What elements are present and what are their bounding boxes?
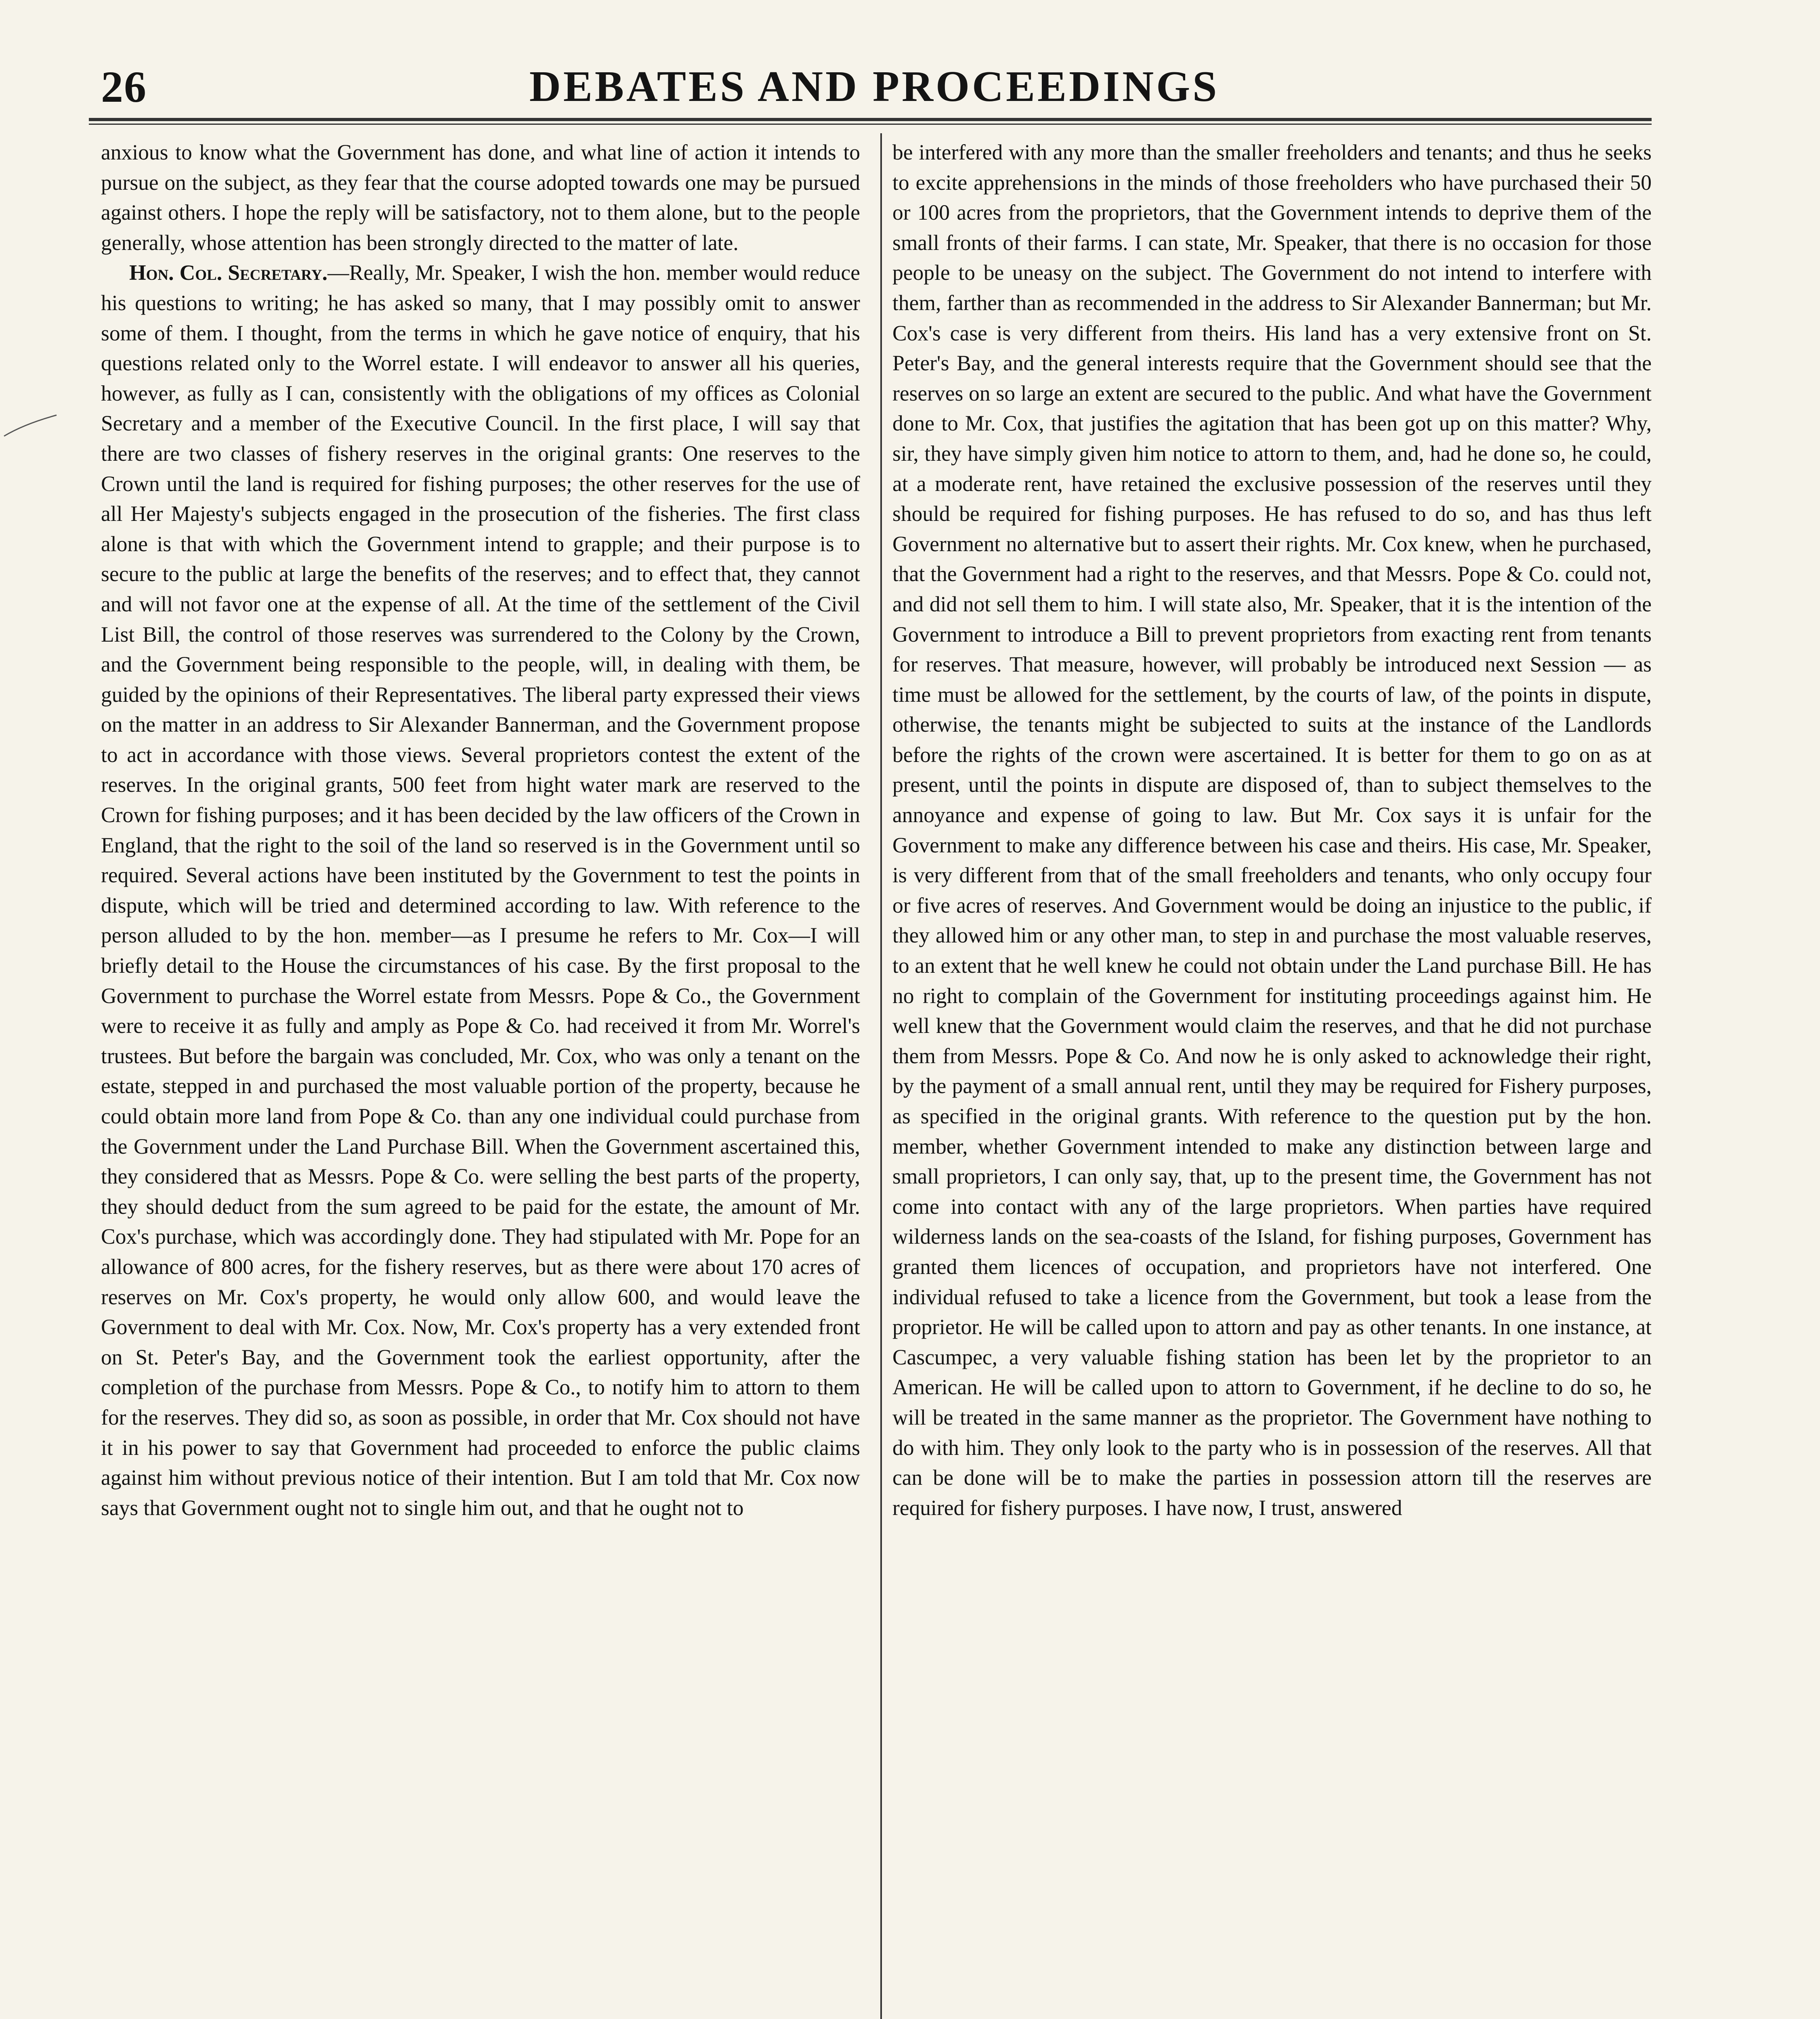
left-column <box>101 137 860 2019</box>
header-rule <box>89 118 1652 125</box>
paragraph-continued: anxious to know what the Government has done, and what line of action it intends to pursue on the subject, as they fear that the course adopted towards one may be pursued against others. I hope the reply will be satisfactory, not to them alone, but to the people generally, whose attention has been strongly directed to the matter of late. <box>101 140 860 255</box>
column-rule <box>880 133 882 2019</box>
speech-text: —Really, Mr. Speaker, I wish the hon. member would reduce his questions to writing; he has asked so many, that I may possibly omit to answer some of them. I thought, from the terms in which he gave notice of enquiry, that his questions related only to the Worrel estate. I will endeavor to answer all his queries, however, as fully as I can, consistently with the obligations of my offices as Colonial Secretary and a member of the Executive Council. In the first place, I will say that there are two classes of fishery reserves in the original grants: One reserves to the Crown until the land is required for fishing purposes; the other reserves for the use of all Her Majesty's subjects engaged in the prosecution of the fisheries. The first class alone is that with which the Government intend to grapple; and their purpose is to secure to the public at large the benefits of the reserves; and to effect that, they cannot and will not favor one at the expense of all. At the time of the settlement of the Civil List Bill, the control of those reserves was surrendered to the Colony by the Crown, and the Government being responsible to the people, will, in dealing with them, be guided by the opinions of their Representatives. The liberal party expressed their views on the matter in an address to Sir Alexander Bannerman, and the Government propose to act in accordance with those views. Several proprietors contest the extent of the reserves. In the original grants, 500 feet from hight water mark are reserved to the Crown for fishing purposes; and it has been decided by the law officers of the Crown in England, that the right to the soil of the land so reserved is in the Government until so required. Several actions have been instituted by the Government to test the points in dispute, which will be tried and determined according to law. With reference to the person alluded to by the hon. member—as I presume he refers to Mr. Cox—I will briefly detail to the House the circumstances of his case. By the first proposal to the Government to purchase the Worrel estate from Messrs. Pope & Co., the Government were to receive it as fully and amply as Pope & Co. had received it from Mr. Worrel's trustees. But before the bargain was concluded, Mr. Cox, who was only a tenant on the estate, stepped in and purchased the most valuable portion of the property, because he could obtain more land from Pope & Co. than any one individual could purchase from the Government under the Land Purchase Bill. When the Government ascertained this, they considered that as Messrs. Pope & Co. were selling the best parts of the property, they should deduct from the sum agreed to be paid for the estate, the amount of Mr. Cox's purchase, which was accordingly done. They had stipulated with Mr. Pope for an allowance of 800 acres, for the fishery reserves, but as there were about 170 acres of reserves on Mr. Cox's property, he would only allow 600, and would leave the Government to deal with Mr. Cox. Now, Mr. Cox's property has a very extended front on St. Peter's Bay, and the Government took the earliest opportunity, after the completion of the purchase from Messrs. Pope & Co., to notify him to attorn to them for the reserves. They did so, as soon as possible, in order that Mr. Cox should not have it in his power to say that Government had proceeded to enforce the public claims against him without previous notice of their intention. But I am told that Mr. Cox now says that Government ought not to single him out, and that he ought not to <box>101 260 860 1520</box>
paragraph-col-secretary <box>101 258 860 1523</box>
right-column <box>892 137 1652 2019</box>
page-number: 26 <box>101 62 147 111</box>
paragraph-continued-right: be interfered with any more than the smaller freeholders and tenants; and thus he seeks to excite apprehensions in the minds of those freeholders who have purchased their 50 or 100 acres from the proprietors, that the Government intends to deprive them of the small fronts of their farms. I can state, Mr. Speaker, that there is no occasion for those people to be uneasy on the subject. The Government do not intend to interfere with them, farther than as recommended in the address to Sir Alexander Bannerman; but Mr. Cox's case is very different from theirs. His land has a very extensive front on St. Peter's Bay, and the general interests require that the Government should see that the reserves on so large an extent are secured to the public. And what have the Government done to Mr. Cox, that justifies the agitation that has been got up on this matter? Why, sir, they have simply given him notice to attorn to them, and, had he done so, he could, at a moderate rent, have retained the exclusive possession of the reserves until they should be required for fishing purposes. He has refused to do so, and has thus left Government no alternative but to assert their rights. Mr. Cox knew, when he purchased, that the Government had a right to the reserves, and that Messrs. Pope & Co. could not, and did not sell them to him. I will state also, Mr. Speaker, that it is the intention of the Government to introduce a Bill to prevent proprietors from exacting rent from tenants for reserves. That measure, however, will probably be introduced next Session — as time must be allowed for the settlement, by the courts of law, of the points in dispute, otherwise, the tenants might be subjected to suits at the instance of the Landlords before the rights of the crown were ascertained. It is better for them to go on as at present, until the points in dispute are disposed of, than to subject themselves to the annoyance and expense of going to law. But Mr. Cox says it is unfair for the Government to make any difference between his case and theirs. His case, Mr. Speaker, is very different from that of the small freeholders and tenants, who only occupy four or five acres of reserves. And Government would be doing an injustice to the public, if they allowed him or any other man, to step in and purchase the most valuable reserves, to an extent that he well knew he could not obtain under the Land purchase Bill. He has no right to complain of the Government for instituting proceedings against him. He well knew that the Government would claim the reserves, and that he did not purchase them from Messrs. Pope & Co. And now he is only asked to acknowledge their right, by the payment of a small annual rent, until they may be required for Fishery purposes, as specified in the original grants. With reference to the question put by the hon. member, whether Government intended to make any distinction between large and small proprietors, I can only say, that, up to the present time, the Government has not come into contact with any of the large proprietors. When parties have required wilderness lands on the sea-coasts of the Island, for fishing purposes, Government has granted them licences of occupation, and proprietors have not interfered. One individual refused to take a licence from the Government, but took a lease from the proprietor. He will be called upon to attorn and pay as other tenants. In one instance, at Cascumpec, a very valuable fishing station has been let by the proprietor to an American. He will be called upon to attorn to Government, if he decline to do so, he will be treated in the same manner as the proprietor. The Government have nothing to do with him. They only look to the party who is in possession of the reserves. All that can be done will be to make the parties in possession attorn till the reserves are required for fishery purposes. I have now, I trust, answered <box>892 140 1652 1520</box>
margin-pencil-mark <box>0 412 61 440</box>
page-header <box>101 61 1648 113</box>
speaker-name: Hon. Col. Secretary. <box>129 260 327 285</box>
running-head: DEBATES AND PROCEEDINGS <box>529 63 1220 111</box>
